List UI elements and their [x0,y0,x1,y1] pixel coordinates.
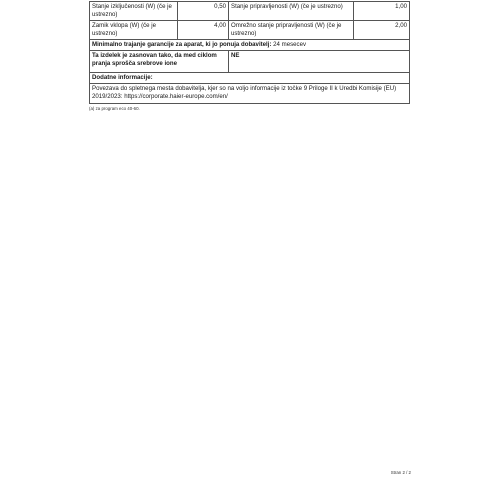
off-mode-value: 0,50 [178,2,229,21]
warranty-cell [90,40,410,51]
warranty-label: Minimalno trajanje garancije za aparat, ki jo ponuja dobavitelj: [92,41,272,48]
delay-start-value: 4,00 [178,21,229,40]
table-row [90,2,410,21]
table-row [90,73,410,84]
table-row [90,84,410,104]
footnote: (a) za program eco 40-60. [89,106,140,111]
silver-ions-value: NE [229,51,410,73]
standby-value: 1,00 [354,2,410,21]
networked-standby-value: 2,00 [354,21,410,40]
silver-ions-label: Ta izdelek je zasnovan tako, da med ciklom pranja sprošča srebrove ione [90,51,229,73]
table-row [90,51,410,73]
warranty-value: 24 mesecev [273,41,307,48]
table-row [90,21,410,40]
networked-standby-label: Omrežno stanje pripravljenosti (W) (če je ustrezno) [229,21,354,40]
delay-start-label: Zamik vklopa (W) (če je ustrezno) [90,21,178,40]
page-number: Stran 2 / 2 [390,470,411,475]
additional-info-label: Dodatne informacije: [90,73,410,84]
spec-table [89,1,410,104]
supplier-link-text: Povezava do spletnega mesta dobavitelja, kjer so na voljo informacije iz točke 9 Priloge II k Uredbi Komisije (EU) 2019/2023: https://corporate.haier-europe.com/en/ [90,84,410,104]
product-info-sheet [89,1,409,111]
off-mode-label: Stanje izključenosti (W) (če je ustrezno) [90,2,178,21]
standby-label: Stanje pripravljenosti (W) (če je ustrezno) [229,2,354,21]
table-row [90,40,410,51]
